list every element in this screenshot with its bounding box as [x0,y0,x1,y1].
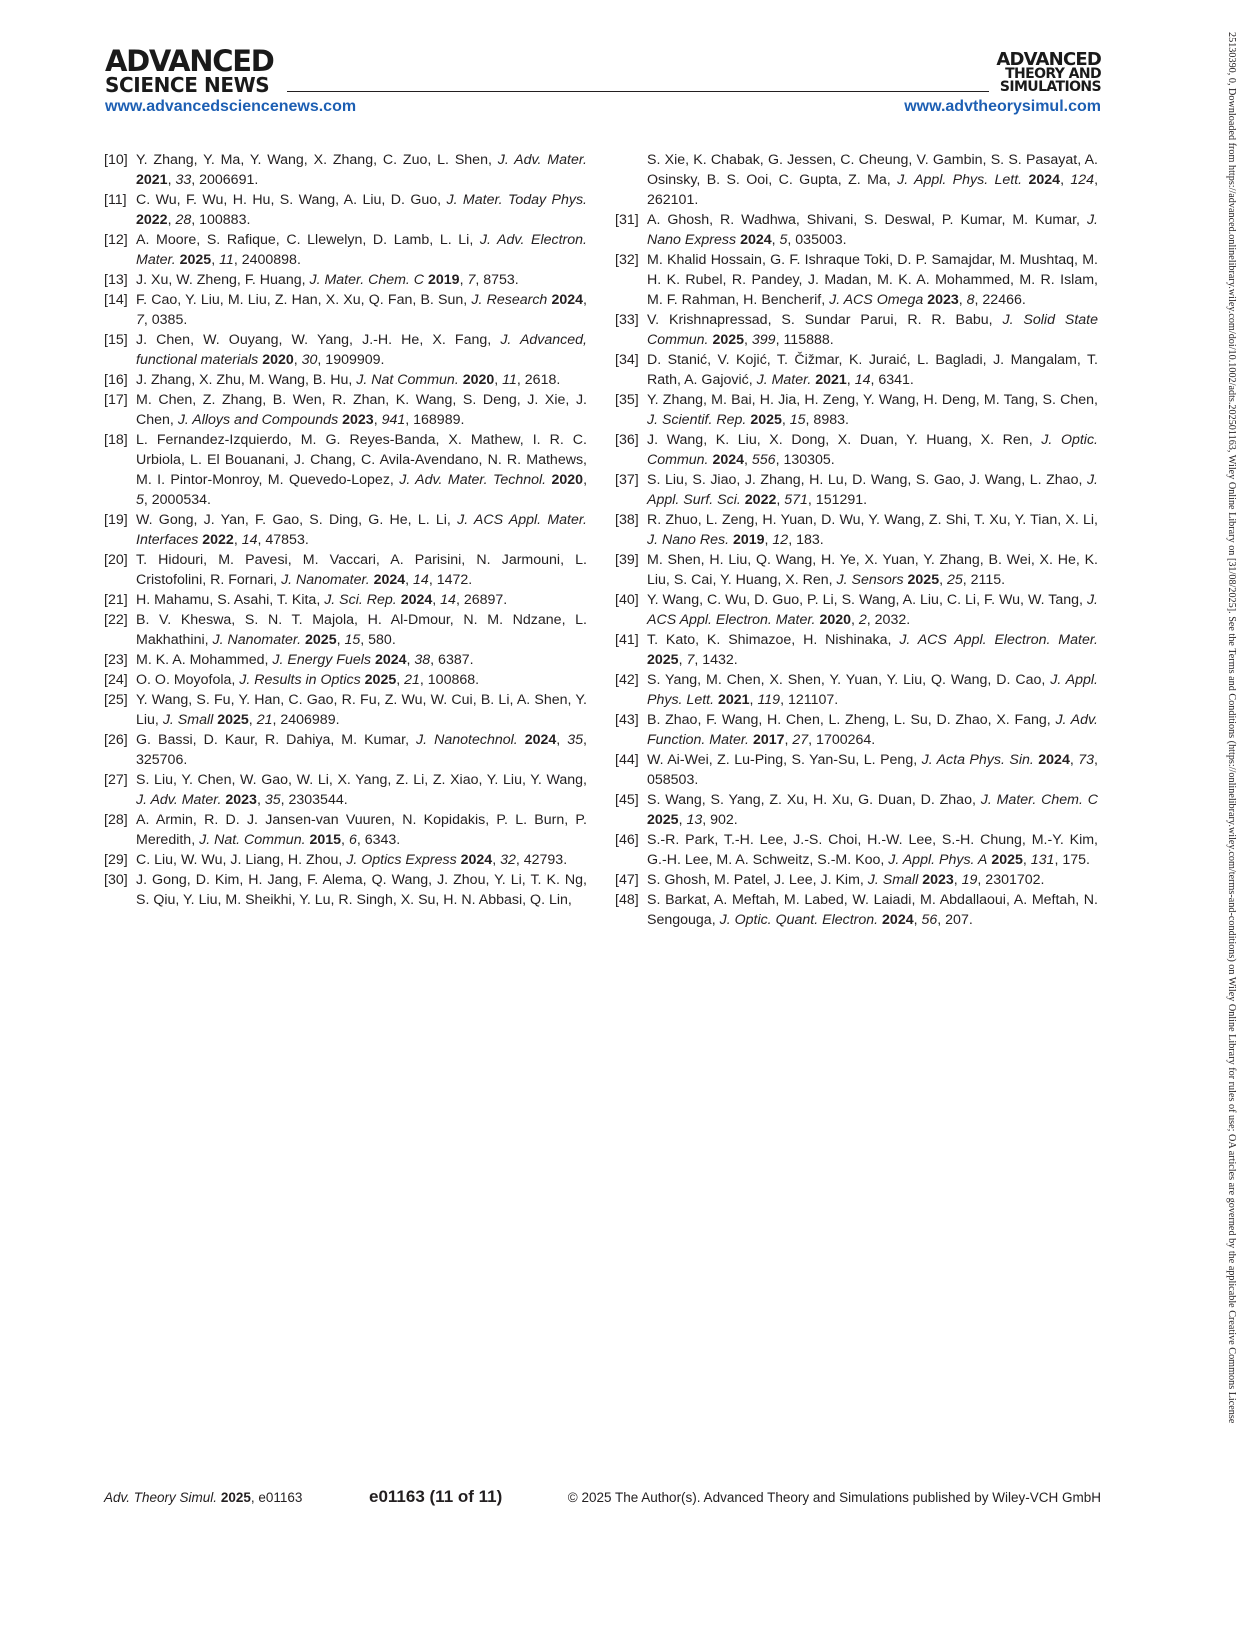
brand-right-line1: ADVANCED [996,49,1101,70]
reference-number: [17] [104,392,128,408]
reference-number: [25] [104,692,128,708]
reference-number: [18] [104,432,128,448]
reference-text: A. Armin, R. D. J. Jansen-van Vuuren, N. Kopidakis, P. L. Burn, P. Meredith, J. Nat. Commun. 2015, 6, 6343. [136,812,587,848]
reference-text: Y. Wang, C. Wu, D. Guo, P. Li, S. Wang, A. Liu, C. Li, F. Wu, W. Tang, J. ACS Appl. Electron. Mater. 2020, 2, 2032. [647,592,1098,628]
publisher-site-link[interactable]: www.advancedsciencenews.com [105,98,357,115]
reference-number: [44] [615,752,639,768]
reference-text: A. Moore, S. Rafique, C. Llewelyn, D. Lamb, L. Li, J. Adv. Electron. Mater. 2025, 11, 2400898. [136,232,588,268]
reference-text: D. Stanić, V. Kojić, T. Čižmar, K. Juraić, L. Bagladi, J. Mangalam, T. Rath, A. Gajović, J. Mater. 2021, 14, 6341. [647,352,1098,388]
reference-number: [40] [615,592,639,608]
reference-text: M. Chen, Z. Zhang, B. Wen, R. Zhan, K. Wang, S. Deng, J. Xie, J. Chen, J. Alloys and Compounds 2023, 941, 168989. [136,392,587,428]
reference-text: L. Fernandez-Izquierdo, M. G. Reyes-Banda, X. Mathew, I. R. C. Urbiola, L. El Bouanani, J. Chang, C. Avila-Avendano, N. R. Mathews, M. I. Pintor-Monroy, M. Quevedo-Lopez, J. Adv. Mater. Technol. 2020, 5, 2000534. [136,432,588,508]
reference-item [104,610,587,650]
footer-page-number: e01163 (11 of 11) [369,1487,503,1506]
reference-number: [11] [104,192,127,208]
journal-site-link[interactable]: www.advtheorysimul.com [904,98,1101,115]
reference-item [104,650,587,670]
reference-number: [31] [615,212,639,228]
reference-number: [27] [104,772,128,788]
reference-text: M. Khalid Hossain, G. F. Ishraque Toki, D. P. Samajdar, M. Mushtaq, M. H. K. Rubel, R. Pandey, J. Madan, M. K. A. Mohammed, M. R. Islam, M. F. Rahman, H. Bencherif, J. ACS Omega 2023, 8, 22466. [647,252,1098,308]
reference-item [104,870,587,910]
reference-number: [12] [104,232,128,248]
reference-text: Y. Wang, S. Fu, Y. Han, C. Gao, R. Fu, Z. Wu, W. Cui, B. Li, A. Shen, Y. Liu, J. Small 2025, 21, 2406989. [136,692,587,728]
reference-number: [46] [615,832,639,848]
brand-logo-advanced-science-news [105,44,274,97]
footer-copyright: © 2025 The Author(s). Advanced Theory and Simulations published by Wiley-VCH GmbH [567,1490,1101,1505]
reference-item [104,850,587,870]
reference-item [104,370,587,390]
reference-item [615,310,1098,350]
reference-number: [30] [104,872,128,888]
references-left-column [104,150,587,910]
reference-item [104,550,587,590]
reference-number: [16] [104,372,128,388]
reference-text: R. Zhuo, L. Zeng, H. Yuan, D. Wu, Y. Wang, Z. Shi, T. Xu, Y. Tian, X. Li, J. Nano Res. 2019, 12, 183. [647,512,1098,548]
reference-number: [14] [104,292,128,308]
reference-item [615,350,1098,390]
reference-item [104,510,587,550]
reference-item [104,770,587,810]
reference-number: [38] [615,512,639,528]
reference-number: [10] [104,152,128,168]
reference-text: T. Kato, K. Shimazoe, H. Nishinaka, J. ACS Appl. Electron. Mater. 2025, 7, 1432. [647,632,1098,668]
reference-text: F. Cao, Y. Liu, M. Liu, Z. Han, X. Xu, Q. Fan, B. Sun, J. Research 2024, 7, 0385. [136,292,587,328]
reference-number: [15] [104,332,128,348]
reference-number: [32] [615,252,639,268]
reference-text: B. Zhao, F. Wang, H. Chen, L. Zheng, L. Su, D. Zhao, X. Fang, J. Adv. Function. Mater. 2017, 27, 1700264. [647,712,1098,748]
reference-number: [37] [615,472,639,488]
reference-text: S. Xie, K. Chabak, G. Jessen, C. Cheung, V. Gambin, S. S. Pasayat, A. Osinsky, B. S. Ooi, C. Gupta, Z. Ma, J. Appl. Phys. Lett. 2024, 124, 262101. [647,152,1099,208]
reference-item [104,670,587,690]
references-right-column [615,150,1098,930]
reference-number: [24] [104,672,128,688]
reference-item [104,190,587,230]
reference-number: [45] [615,792,639,808]
brand-right-line2: THEORY AND [1005,66,1101,83]
reference-item [104,810,587,850]
reference-number: [42] [615,672,639,688]
reference-item [615,250,1098,310]
reference-item [615,210,1098,250]
reference-text: C. Liu, W. Wu, J. Liang, H. Zhou, J. Optics Express 2024, 32, 42793. [136,852,568,868]
download-notice-text: 25130390, 0, Downloaded from https://advanced.onlinelibrary.wiley.com/doi/10.1002/adts.202501163, Wiley Online Library on [31/08/2025]. See the Terms and Conditions (https://onlinelibrary.wiley.com/terms-and-conditions) on Wiley Online Library for rules of use; OA articles are governed by the applicable Creative Commons License [1226,32,1237,1424]
reference-text: S. Liu, Y. Chen, W. Gao, W. Li, X. Yang, Z. Li, Z. Xiao, Y. Liu, Y. Wang, J. Adv. Mater. 2023, 35, 2303544. [136,772,587,808]
reference-item [104,270,587,290]
reference-item [615,870,1098,890]
reference-item [615,390,1098,430]
brand-logo-advanced-theory-simulations [996,49,1101,95]
reference-text: O. O. Moyofola, J. Results in Optics 2025, 21, 100868. [136,672,480,688]
reference-text: S. Ghosh, M. Patel, J. Lee, J. Kim, J. Small 2023, 19, 2301702. [647,872,1045,888]
footer-year: 2025 [220,1490,251,1505]
reference-number: [36] [615,432,639,448]
reference-item [104,590,587,610]
footer-citation [104,1490,302,1505]
reference-item [615,550,1098,590]
reference-number: [20] [104,552,128,568]
reference-text: M. Shen, H. Liu, Q. Wang, H. Ye, X. Yuan, Y. Zhang, B. Wei, X. He, K. Liu, S. Cai, Y. Huang, X. Ren, J. Sensors 2025, 25, 2115. [647,552,1098,588]
reference-number: [47] [615,872,639,888]
reference-item [104,330,587,370]
reference-item [615,510,1098,550]
reference-item [615,790,1098,830]
reference-text: S.-R. Park, T.-H. Lee, J.-S. Choi, H.-W. Lee, S.-H. Chung, M.-Y. Kim, G.-H. Lee, M. A. Schweitz, S.-M. Koo, J. Appl. Phys. A 2025, 131, 175. [647,832,1098,868]
brand-right-line3: SIMULATIONS [999,78,1101,95]
reference-number: [43] [615,712,639,728]
reference-text: S. Barkat, A. Meftah, M. Labed, W. Laiadi, M. Abdallaoui, A. Meftah, N. Sengouga, J. Optic. Quant. Electron. 2024, 56, 207. [647,892,1098,928]
reference-number: [48] [615,892,639,908]
reference-item [615,630,1098,670]
reference-item [615,890,1098,930]
reference-number: [26] [104,732,128,748]
reference-item [615,710,1098,750]
reference-number: [34] [615,352,639,368]
reference-text: V. Krishnapressad, S. Sundar Parui, R. R. Babu, J. Solid State Commun. 2025, 399, 115888. [647,312,1098,348]
reference-number: [21] [104,592,128,608]
reference-text: J. Xu, W. Zheng, F. Huang, J. Mater. Chem. C 2019, 7, 8753. [136,272,519,288]
reference-text: A. Ghosh, R. Wadhwa, Shivani, S. Deswal, P. Kumar, M. Kumar, J. Nano Express 2024, 5, 035003. [647,212,1098,248]
reference-text: T. Hidouri, M. Pavesi, M. Vaccari, A. Parisini, N. Jarmouni, L. Cristofolini, R. Fornari, J. Nanomater. 2024, 14, 1472. [136,552,587,588]
reference-item [615,470,1098,510]
reference-item [615,750,1098,790]
reference-item [615,430,1098,470]
reference-item [615,670,1098,710]
reference-text: Y. Zhang, Y. Ma, Y. Wang, X. Zhang, C. Zuo, L. Shen, J. Adv. Mater. 2021, 33, 2006691. [136,152,587,188]
footer-journal: Adv. Theory Simul. [104,1490,218,1505]
reference-number: [23] [104,652,128,668]
reference-item [104,230,587,270]
reference-number: [41] [615,632,639,648]
reference-item [104,430,587,510]
reference-number: [28] [104,812,128,828]
reference-text: W. Ai-Wei, Z. Lu-Ping, S. Yan-Su, L. Peng, J. Acta Phys. Sin. 2024, 73, 058503. [647,752,1098,788]
reference-text: M. K. A. Mohammed, J. Energy Fuels 2024, 38, 6387. [136,652,474,668]
reference-text: W. Gong, J. Yan, F. Gao, S. Ding, G. He, L. Li, J. ACS Appl. Mater. Interfaces 2022, 14, 47853. [136,512,587,548]
reference-number: [33] [615,312,639,328]
reference-item [615,150,1098,210]
reference-number: [35] [615,392,639,408]
footer-article-id: , e01163 [250,1490,303,1505]
reference-text: J. Chen, W. Ouyang, W. Yang, J.-H. He, X. Fang, J. Advanced, functional materials 2020, 30, 1909909. [136,332,587,368]
reference-text: S. Yang, M. Chen, X. Shen, Y. Yuan, Y. Liu, Q. Wang, D. Cao, J. Appl. Phys. Lett. 2021, 119, 121107. [647,672,1098,708]
reference-text: G. Bassi, D. Kaur, R. Dahiya, M. Kumar, J. Nanotechnol. 2024, 35, 325706. [136,732,587,768]
reference-text: Y. Zhang, M. Bai, H. Jia, H. Zeng, Y. Wang, H. Deng, M. Tang, S. Chen, J. Scientif. Rep. 2025, 15, 8983. [647,392,1098,428]
reference-item [104,150,587,190]
reference-text: J. Wang, K. Liu, X. Dong, X. Duan, Y. Huang, X. Ren, J. Optic. Commun. 2024, 556, 130305. [647,432,1098,468]
header-divider [287,91,989,92]
brand-left-line2: SCIENCE NEWS [105,72,270,97]
reference-text: J. Gong, D. Kim, H. Jang, F. Alema, Q. Wang, J. Zhou, Y. Li, T. K. Ng, S. Qiu, Y. Liu, M. Sheikhi, Y. Lu, R. Singh, X. Su, H. N. Abbasi, Q. Lin, [136,872,587,908]
reference-item [104,290,587,330]
brand-left-line1: ADVANCED [105,44,274,78]
reference-item [104,730,587,770]
reference-item [104,690,587,730]
reference-number: [22] [104,612,128,628]
reference-text: C. Wu, F. Wu, H. Hu, S. Wang, A. Liu, D. Guo, J. Mater. Today Phys. 2022, 28, 100883. [136,192,587,228]
reference-text: S. Liu, S. Jiao, J. Zhang, H. Lu, D. Wang, S. Gao, J. Wang, L. Zhao, J. Appl. Surf. Sci. 2022, 571, 151291. [647,472,1098,508]
reference-number: [39] [615,552,639,568]
reference-text: B. V. Kheswa, S. N. T. Majola, H. Al-Dmour, N. M. Ndzane, L. Makhathini, J. Nanomater. 2025, 15, 580. [136,612,587,648]
reference-number: [29] [104,852,128,868]
reference-text: S. Wang, S. Yang, Z. Xu, H. Xu, G. Duan, D. Zhao, J. Mater. Chem. C 2025, 13, 902. [647,792,1098,828]
reference-text: H. Mahamu, S. Asahi, T. Kita, J. Sci. Rep. 2024, 14, 26897. [136,592,508,608]
reference-number: [13] [104,272,128,288]
reference-item [615,830,1098,870]
reference-number: [19] [104,512,128,528]
download-notice-strip [1224,32,1240,1602]
reference-text: J. Zhang, X. Zhu, M. Wang, B. Hu, J. Nat Commun. 2020, 11, 2618. [136,372,561,388]
reference-item [615,590,1098,630]
reference-item [104,390,587,430]
